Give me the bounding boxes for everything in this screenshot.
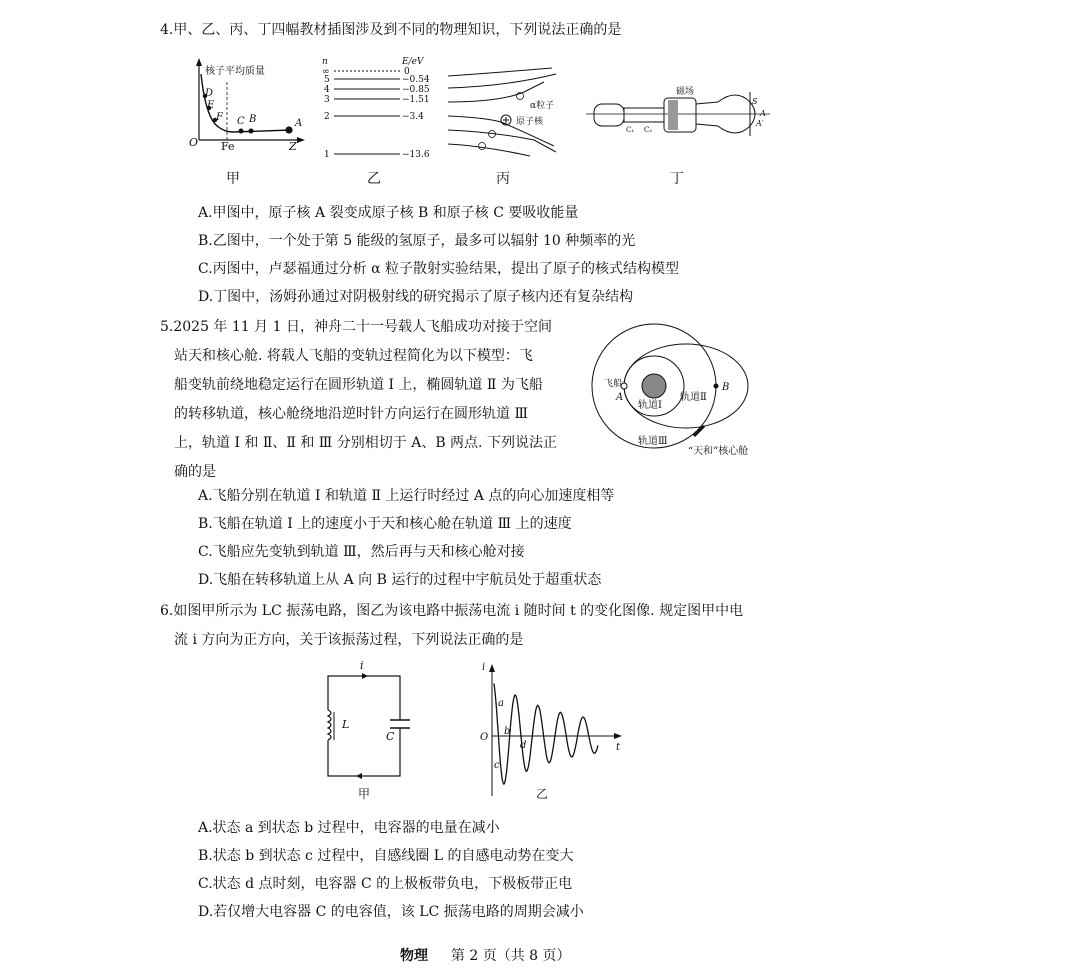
svg-text:B: B [249, 114, 257, 125]
q6-current-graph [476, 658, 628, 804]
svg-text:−13.6: −13.6 [402, 150, 430, 160]
q5-option-c: C.飞船应先变轨到轨道 Ⅲ，然后再与天和核心舱对接 [198, 544, 525, 560]
svg-text:−0.54: −0.54 [402, 75, 430, 85]
svg-text:c: c [494, 760, 500, 771]
bing-nucleus-label: 原子核 [516, 117, 544, 127]
q4-caption-yi: 乙 [367, 171, 381, 187]
jia-xlabel: Z [289, 140, 297, 153]
svg-text:C₁: C₁ [626, 126, 635, 134]
svg-text:3: 3 [324, 95, 330, 105]
yi-n-label: n [322, 57, 328, 67]
svg-text:i: i [482, 662, 486, 673]
svg-text:O: O [480, 732, 489, 743]
svg-text:F: F [216, 112, 223, 123]
svg-text:乙: 乙 [536, 787, 549, 801]
svg-text:“天和”核心舱: “天和”核心舱 [688, 446, 749, 457]
footer-page: 第 2 页（共 8 页） [450, 948, 571, 964]
svg-text:a: a [498, 698, 504, 709]
svg-text:−3.4: −3.4 [402, 112, 424, 122]
svg-text:C: C [386, 730, 395, 743]
svg-text:5: 5 [324, 75, 330, 85]
svg-text:1: 1 [324, 150, 330, 160]
jia-origin: O [189, 136, 199, 149]
svg-text:−1.51: −1.51 [402, 95, 430, 105]
svg-text:A′: A′ [756, 119, 764, 128]
q4-caption-ding: 丁 [670, 171, 684, 187]
svg-text:∞: ∞ [322, 67, 330, 77]
svg-text:轨道Ⅱ: 轨道Ⅱ [680, 392, 707, 403]
yi-e-label: E/eV [402, 57, 424, 67]
svg-text:0: 0 [404, 67, 410, 77]
q6-option-a: A.状态 a 到状态 b 过程中，电容器的电量在减小 [198, 820, 500, 836]
q6-line-1: 6.如图甲所示为 LC 振荡电路，图乙为该电路中振荡电流 i 随时间 t 的变化图像. 规定图甲中电 [160, 603, 744, 619]
svg-text:C: C [237, 116, 245, 127]
q4-figure-yi [318, 56, 438, 166]
q5-line-6: 确的是 [174, 464, 216, 480]
q4-figure-jia [185, 52, 310, 182]
svg-text:t: t [616, 742, 621, 753]
q5-line-2: 站天和核心舱. 将载人飞船的变轨过程简化为以下模型：飞 [174, 348, 533, 364]
q4-caption-bing: 丙 [496, 171, 510, 187]
q4-figure-bing [444, 62, 574, 162]
bing-alpha-label: α粒子 [530, 101, 555, 111]
orbit-ship-label: 飞船 [604, 379, 623, 389]
svg-text:A: A [760, 109, 766, 118]
svg-text:E: E [207, 100, 215, 111]
q4-caption-jia: 甲 [226, 171, 240, 187]
q5-option-b: B.飞船在轨道 Ⅰ 上的速度小于天和核心舱在轨道 Ⅲ 上的速度 [198, 516, 572, 532]
q5-option-a: A.飞船分别在轨道 Ⅰ 和轨道 Ⅱ 上运行时经过 A 点的向心加速度相等 [198, 488, 615, 504]
svg-text:S: S [752, 97, 758, 106]
svg-text:−0.85: −0.85 [402, 85, 430, 95]
q6-circuit-figure [318, 658, 416, 804]
svg-text:A: A [616, 392, 624, 403]
q5-line-1: 5.2025 年 11 月 1 日，神舟二十一号载人飞船成功对接于空间 [160, 319, 552, 335]
jia-ylabel: 核子平均质量 [205, 66, 265, 77]
svg-text:A: A [295, 118, 303, 129]
q5-line-4: 的转移轨道，核心舱绕地沿逆时针方向运行在圆形轨道 Ⅲ [174, 406, 528, 422]
footer-subject: 物理 [400, 948, 428, 964]
q4-option-a: A.甲图中，原子核 A 裂变成原子核 B 和原子核 C 要吸收能量 [198, 205, 579, 221]
ding-field-label: 磁场 [676, 87, 695, 97]
svg-text:b: b [504, 726, 511, 737]
q6-line-2: 流 i 方向为正方向，关于该振荡过程，下列说法正确的是 [174, 632, 524, 648]
svg-text:甲: 甲 [358, 787, 371, 801]
jia-fe: Fe [221, 140, 235, 153]
svg-text:C₂: C₂ [644, 126, 653, 134]
svg-text:4: 4 [324, 85, 330, 95]
q5-option-d: D.飞船在转移轨道上从 A 向 B 运行的过程中宇航员处于超重状态 [198, 572, 602, 588]
svg-text:L: L [342, 718, 350, 731]
q6-option-b: B.状态 b 到状态 c 过程中，自感线圈 L 的自感电动势在变大 [198, 848, 574, 864]
q5-line-5: 上，轨道 Ⅰ 和 Ⅱ、Ⅱ 和 Ⅲ 分别相切于 A、B 两点. 下列说法正 [174, 435, 557, 451]
q4-stem: 4.甲、乙、丙、丁四幅教材插图涉及到不同的物理知识，下列说法正确的是 [160, 22, 622, 38]
q5-orbit-figure [586, 316, 786, 460]
q5-line-3: 船变轨前绕地稳定运行在圆形轨道 Ⅰ 上，椭圆轨道 Ⅱ 为飞船 [174, 377, 543, 393]
svg-text:轨道Ⅰ: 轨道Ⅰ [638, 400, 662, 411]
q4-option-b: B.乙图中，一个处于第 5 能级的氢原子，最多可以辐射 10 种频率的光 [198, 233, 636, 249]
q6-option-d: D.若仅增大电容器 C 的电容值，该 LC 振荡电路的周期会减小 [198, 904, 584, 920]
page-footer [400, 945, 571, 965]
svg-text:D: D [205, 88, 214, 99]
q4-option-c: C.丙图中，卢瑟福通过分析 α 粒子散射实验结果，提出了原子的核式结构模型 [198, 261, 680, 277]
svg-text:d: d [520, 740, 527, 751]
svg-text:2: 2 [324, 112, 330, 122]
q4-option-d: D.丁图中，汤姆孙通过对阴极射线的研究揭示了原子核内还有复杂结构 [198, 289, 634, 305]
svg-text:轨道Ⅲ: 轨道Ⅲ [638, 436, 668, 447]
q4-figure-ding [580, 82, 780, 152]
svg-text:B: B [722, 382, 730, 393]
svg-text:i: i [360, 659, 364, 672]
q6-option-c: C.状态 d 点时刻，电容器 C 的上极板带负电，下极板带正电 [198, 876, 573, 892]
